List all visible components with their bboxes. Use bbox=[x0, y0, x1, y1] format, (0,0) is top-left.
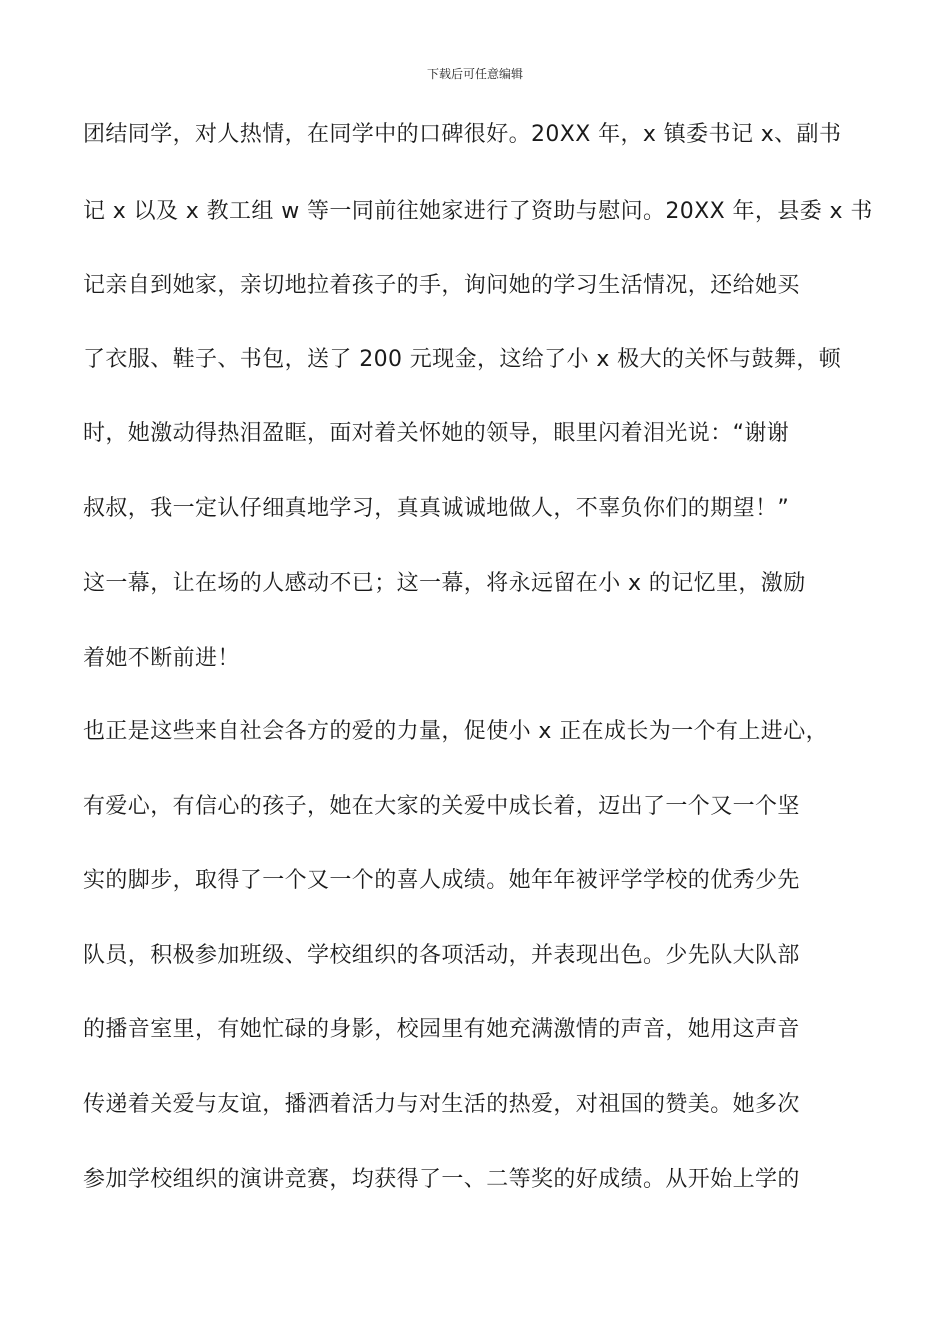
text-line: 团结同学，对人热情，在同学中的口碑很好。20XX 年，x 镇委书记 x、副书 bbox=[83, 122, 842, 147]
text-line: 参加学校组织的演讲竞赛，均获得了一、二等奖的好成绩。从开始上学的 bbox=[83, 1167, 800, 1192]
text-line: 时，她激动得热泪盈眶，面对着关怀她的领导，眼里闪着泪光说：“谢谢 bbox=[83, 421, 790, 446]
text-line: 记亲自到她家，亲切地拉着孩子的手，询问她的学习生活情况，还给她买 bbox=[83, 273, 800, 298]
text-line: 实的脚步，取得了一个又一个的喜人成绩。她年年被评学学校的优秀少先 bbox=[83, 868, 800, 893]
text-line: 有爱心，有信心的孩子，她在大家的关爱中成长着，迈出了一个又一个坚 bbox=[83, 794, 800, 819]
text-line: 的播音室里，有她忙碌的身影，校园里有她充满激情的声音，她用这声音 bbox=[83, 1017, 800, 1042]
text-line: 着她不断前进！ bbox=[83, 646, 240, 671]
text-line: 也正是这些来自社会各方的爱的力量，促使小 x 正在成长为一个有上进心， bbox=[83, 719, 829, 744]
text-line: 队员，积极参加班级、学校组织的各项活动，并表现出色。少先队大队部 bbox=[83, 943, 800, 968]
text-line: 传递着关爱与友谊，播洒着活力与对生活的热爱，对祖国的赞美。她多次 bbox=[83, 1092, 800, 1117]
text-line: 记 x 以及 x 教工组 w 等一同前往她家进行了资助与慰问。20XX 年，县委 x 书 bbox=[83, 199, 873, 224]
text-line: 了衣服、鞋子、书包，送了 200 元现金，这给了小 x 极大的关怀与鼓舞，顿 bbox=[83, 347, 842, 372]
page-header: 下载后可任意编辑 bbox=[426, 67, 523, 81]
text-line: 这一幕，让在场的人感动不已；这一幕，将永远留在小 x 的记忆里，激励 bbox=[83, 571, 806, 596]
text-line: 叔叔，我一定认仔细真地学习，真真诚诚地做人，不辜负你们的期望！” bbox=[83, 496, 790, 521]
